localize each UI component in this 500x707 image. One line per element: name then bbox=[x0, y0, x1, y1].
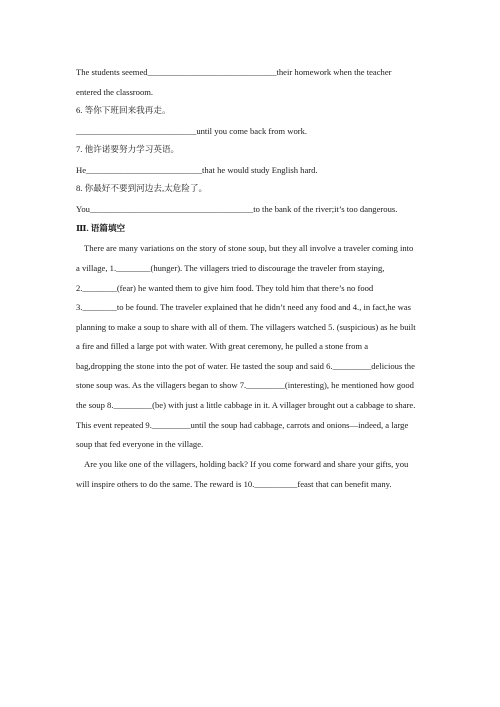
passage-line-7: bag,dropping the stone into the pot of water. He tasted the soup and said 6._________delicious the bbox=[76, 361, 415, 371]
passage-line-11: soup that fed everyone in the village. bbox=[76, 439, 204, 449]
passage-line-9: the soup 8._________(be) with just a little cabbage in it. A villager brought out a cabbage to share. bbox=[76, 400, 416, 410]
passage-line-6: a fire and filled a large pot with water. With great ceremony, he pulled a stone from a bbox=[76, 341, 369, 351]
exercise-5-sentence-line-1: The students seemed______________________________their homework when the teacher bbox=[76, 67, 392, 77]
passage-line-8: stone soup was. As the villagers began to show 7._________(interesting), he mentioned how good bbox=[76, 380, 414, 390]
exercise-7-english-sentence: He___________________________that he would study English hard. bbox=[76, 165, 318, 175]
section-iii-heading: Ⅲ. 语篇填空 bbox=[76, 223, 126, 233]
exercise-8-chinese-prompt: 8. 你最好不要到河边去,太危险了。 bbox=[76, 183, 208, 193]
exercise-8-english-sentence: You______________________________________to the bank of the river;it’s too dangerous. bbox=[76, 204, 398, 214]
passage-line-1: There are many variations on the story of stone soup, but they all involve a traveler coming into bbox=[84, 243, 414, 253]
passage-line-5: planning to make a soup to share with all of them. The villagers watched 5. (suspicious) as he built bbox=[76, 322, 416, 332]
passage-line-2: a village, 1.________(hunger). The villagers tried to discourage the traveler from staying, bbox=[76, 263, 385, 273]
passage-line-4: 3.________to be found. The traveler explained that he didn’t need any food and 4., in fact,he was bbox=[76, 302, 411, 312]
passage-line-3: 2.________(fear) he wanted them to give him food. They told him that there’s no food bbox=[76, 283, 374, 293]
passage-paragraph-2-line-1: Are you like one of the villagers, holding back? If you come forward and share your gifts, you bbox=[84, 459, 409, 469]
passage-line-10: This event repeated 9._________until the soup had cabbage, carrots and onions—indeed, a large bbox=[76, 420, 409, 430]
passage-paragraph-2-line-2: will inspire others to do the same. The reward is 10.__________feast that can benefit many. bbox=[76, 479, 392, 489]
exercise-7-chinese-prompt: 7. 他许诺要努力学习英语。 bbox=[76, 144, 180, 154]
exercise-6-english-sentence: ____________________________until you come back from work. bbox=[76, 126, 308, 136]
exercise-6-chinese-prompt: 6. 等你下班回来我再走。 bbox=[76, 105, 171, 115]
exercise-5-sentence-line-2: entered the classroom. bbox=[76, 87, 154, 97]
